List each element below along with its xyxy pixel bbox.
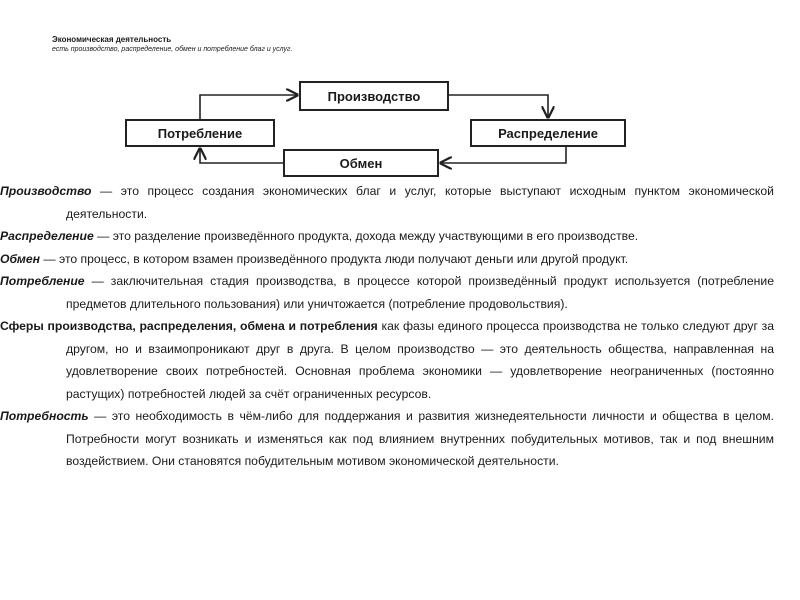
box-distribution: Распределение <box>470 119 626 147</box>
definition-consumption: — заключительная стадия производства, в процессе которой произведённый продукт используется (потребление предметов длительного пользования) или уничтожается (потребление продовольствия). <box>66 274 774 311</box>
definition-spheres: как фазы единого процесса производства не только следуют друг за другом, но и взаимопроникают друг в друга. В целом производство — это деятельность общества, направленная на удовлетворение своих потребностей. Основная проблема экономики — удовлетворение неограниченных (постоянно растущих) потребностей людей за счёт ограниченных ресурсов. <box>66 319 774 401</box>
paragraph-exchange <box>0 248 774 271</box>
box-exchange: Обмен <box>283 149 439 177</box>
box-consumption: Потребление <box>125 119 275 147</box>
arrow-exchange-to-consumption <box>200 149 283 163</box>
arrow-consumption-to-production <box>200 95 297 119</box>
header-subtitle: есть производство, распределение, обмен и потребление благ и услуг. <box>52 46 293 53</box>
body-text <box>0 180 774 473</box>
paragraph-distribution <box>0 225 774 248</box>
header-title: Экономическая деятельность <box>52 35 172 44</box>
paragraph-consumption <box>0 270 774 315</box>
paragraph-need <box>0 405 774 473</box>
term-production: Производство <box>0 184 92 198</box>
term-need: Потребность <box>0 409 89 423</box>
term-distribution: Распределение <box>0 229 94 243</box>
term-consumption: Потребление <box>0 274 85 288</box>
arrow-production-to-distribution <box>449 95 548 117</box>
definition-exchange: — это процесс, в котором взамен произведённого продукта люди получают деньги или другой продукт. <box>40 251 629 266</box>
arrow-distribution-to-exchange <box>441 147 566 163</box>
box-production: Производство <box>299 81 449 111</box>
definition-need: — это необходимость в чём-либо для поддержания и развития жизнедеятельности личности и общества в целом. Потребности могут возникать и изменяться как под влиянием внутренних побудительных мотивов, так и под внешним воздействием. Они становятся побудительным мотивом экономической деятельности. <box>66 409 774 468</box>
term-exchange: Обмен <box>0 251 41 266</box>
paragraph-spheres <box>0 315 774 405</box>
definition-production: — это процесс создания экономических благ и услуг, которые выступают исходным пунктом экономической деятельности. <box>66 184 774 221</box>
paragraph-production <box>0 180 774 225</box>
definition-distribution: — это разделение произведённого продукта, дохода между участвующими в его производстве. <box>93 229 639 243</box>
term-spheres: Сферы производства, распределения, обмена и потребления <box>0 319 378 333</box>
